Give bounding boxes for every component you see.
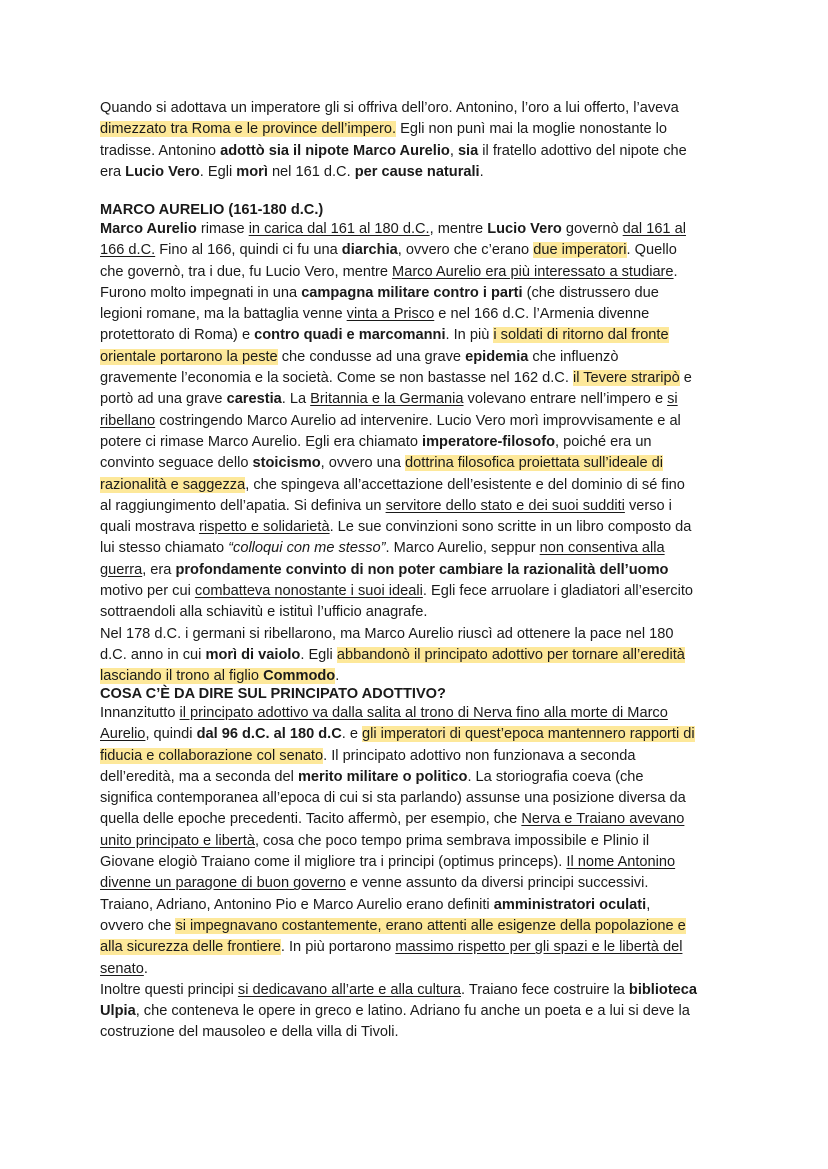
text-line <box>100 262 740 283</box>
text-line <box>100 325 740 346</box>
text-line <box>100 475 740 496</box>
bold-text: merito militare o politico <box>297 768 468 785</box>
text-segment: sottraendoli alla schiavitù e istituì l’ufficio anagrafe. <box>100 604 428 621</box>
text-line <box>100 809 740 830</box>
text-line <box>100 411 740 432</box>
text-line <box>100 98 740 119</box>
underlined-text: si dedicavano all’arte e alla cultura <box>237 981 461 998</box>
highlighted-text: gli imperatori di quest’epoca mantennero rapporti di <box>362 726 695 743</box>
text-segment: costringendo Marco Aurelio ad intervenire. Lucio Vero morì improvvisamente e al <box>155 412 681 429</box>
text-segment: ovvero che <box>100 917 176 934</box>
text-line <box>100 746 740 767</box>
text-line <box>100 538 740 559</box>
text-segment: . In più <box>445 327 494 344</box>
text-segment: . In più portarono <box>280 939 396 956</box>
text-segment: e <box>679 370 692 387</box>
text-segment: , <box>449 142 458 159</box>
text-segment: quali mostrava <box>100 519 199 536</box>
text-segment: Inoltre questi principi <box>100 981 238 998</box>
text-segment: dell’eredità, ma a seconda del <box>100 768 298 785</box>
text-line <box>100 602 740 623</box>
text-segment: . <box>673 263 678 280</box>
highlighted-text: due imperatori <box>533 242 627 259</box>
marco-aurelio-paragraph <box>100 219 740 688</box>
underlined-text: massimo rispetto per gli spazi e le libertà del <box>395 939 683 956</box>
bold-text: per cause naturali <box>354 163 480 180</box>
text-line <box>100 703 740 724</box>
text-segment: Fino al 166, quindi ci fu una <box>155 242 342 259</box>
underlined-text: dal 161 al <box>622 221 686 237</box>
text-segment: Furono molto impegnati in una <box>100 284 302 301</box>
highlighted-text: i soldati di ritorno dal fronte <box>493 327 669 344</box>
bold-text: carestia <box>226 391 282 408</box>
text-segment: . Quello <box>626 242 677 259</box>
text-segment: legioni romane, ma la battaglia venne <box>100 306 347 323</box>
text-segment: convinto seguace dello <box>100 455 253 472</box>
bold-text: profondamente convinto di non poter cambiare la razionalità dell’uomo <box>175 561 669 578</box>
text-segment: . <box>479 163 484 180</box>
text-segment: rimase <box>196 221 249 237</box>
principato-paragraph <box>100 703 740 1044</box>
underlined-text: unito principato e libertà <box>100 832 255 849</box>
highlighted-text: orientale portarono la peste <box>100 348 278 365</box>
text-segment: . Egli <box>300 646 337 663</box>
text-line <box>100 119 740 140</box>
text-line <box>100 560 740 581</box>
bold-text: Lucio Vero <box>487 221 562 237</box>
text-line <box>100 368 740 389</box>
text-segment: tradisse. Antonino <box>100 142 221 159</box>
underlined-text: Britannia e la Germania <box>310 391 464 408</box>
text-segment: e venne assunto da diversi principi successivi. <box>345 875 649 892</box>
bold-text: stoicismo <box>252 455 321 472</box>
text-segment: , <box>646 896 651 913</box>
section-heading-marco-aurelio: MARCO AURELIO (161-180 d.C.) <box>100 202 324 218</box>
text-segment: (che distrussero due <box>522 284 659 301</box>
text-segment: . Le sue convinzioni sono scritte in un libro composto da <box>329 519 692 536</box>
text-segment: volevano entrare nell’impero e <box>463 391 668 408</box>
text-segment: , che conteneva le opere in greco e latino. Adriano fu anche un poeta e a lui si deve la <box>135 1003 690 1020</box>
bold-text: morì di vaiolo <box>205 646 301 663</box>
text-segment: Nel 178 d.C. i germani si ribellarono, ma Marco Aurelio riuscì ad ottenere la pace nel 180 <box>100 625 674 642</box>
text-line <box>100 240 740 261</box>
underlined-text: Il nome Antonino <box>566 854 676 871</box>
text-segment: Egli non punì mai la moglie nonostante lo <box>396 121 668 138</box>
bold-text: biblioteca <box>628 981 698 998</box>
text-segment: che condusse ad una grave <box>277 348 466 365</box>
highlighted-text: fiducia e collaborazione col senato <box>100 747 324 764</box>
text-line <box>100 852 740 873</box>
underlined-text: il principato adottivo va dalla salita al trono di Nerva fino alla morte di Marco <box>179 705 668 721</box>
text-line <box>100 283 740 304</box>
text-segment: Quando si adottava un imperatore gli si offriva dell’oro. Antonino, l’oro a lui offerto, l’aveva <box>100 100 679 116</box>
text-segment: , cosa che poco tempo prima sembrava impossibile e Plinio il <box>254 832 650 849</box>
text-segment: motivo per cui <box>100 583 195 600</box>
text-segment: gravemente l’economia e la società. Come se non bastasse nel 162 d.C. <box>100 370 573 387</box>
text-segment: era <box>100 163 126 180</box>
highlighted-text: Commodo <box>263 668 336 685</box>
underlined-text: rispetto e solidarietà <box>198 519 330 536</box>
text-segment: , era <box>142 561 176 578</box>
text-line <box>100 581 740 602</box>
text-segment: , poiché era un <box>555 433 652 450</box>
text-line <box>100 1022 740 1043</box>
underlined-text: Marco Aurelio era più interessato a studiare <box>392 263 674 280</box>
intro-paragraph <box>100 98 740 183</box>
text-segment: che governò, tra i due, fu Lucio Vero, mentre <box>100 263 393 280</box>
text-line <box>100 937 740 958</box>
bold-text: dal 96 d.C. al 180 d.C <box>196 726 342 743</box>
text-line <box>100 1001 740 1022</box>
text-line <box>100 496 740 517</box>
bold-text: imperatore-filosofo <box>422 433 555 450</box>
text-segment: , ovvero una <box>320 455 406 472</box>
text-line <box>100 304 740 325</box>
text-line <box>100 432 740 453</box>
text-segment: , ovvero che c’erano <box>397 242 534 259</box>
text-line <box>100 788 740 809</box>
text-line <box>100 831 740 852</box>
underlined-text: in carica dal 161 al 180 d.C. <box>248 221 430 237</box>
text-segment: il fratello adottivo del nipote che <box>478 142 687 159</box>
text-segment: governò <box>561 221 623 237</box>
text-segment: , mentre <box>429 221 488 237</box>
bold-text: Ulpia <box>100 1003 136 1020</box>
text-segment: . La <box>281 391 311 408</box>
bold-text: morì <box>236 163 268 180</box>
underlined-text: servitore dello stato e dei suoi sudditi <box>385 497 625 514</box>
highlighted-text: il Tevere straripò <box>572 370 680 387</box>
text-segment: d.C. anno in cui <box>100 646 206 663</box>
highlighted-text: abbandonò il principato adottivo per tornare all’eredità <box>336 646 685 663</box>
text-line <box>100 453 740 474</box>
text-line <box>100 645 740 666</box>
text-line <box>100 959 740 980</box>
underlined-text: vinta a Prisco <box>346 306 435 323</box>
bold-text: Lucio Vero <box>125 163 200 180</box>
section-heading-principato: COSA C’È DA DIRE SUL PRINCIPATO ADOTTIVO? <box>100 686 446 702</box>
text-line <box>100 666 740 687</box>
underlined-text: ribellano <box>100 412 156 429</box>
highlighted-text: alla sicurezza delle frontiere <box>100 939 281 956</box>
text-line <box>100 767 740 788</box>
text-segment: . Il principato adottivo non funzionava a seconda <box>323 747 636 764</box>
text-segment: Innanzitutto <box>100 705 180 721</box>
text-segment: . Marco Aurelio, seppur <box>385 540 540 557</box>
text-segment: Traiano, Adriano, Antonino Pio e Marco Aurelio erano definiti <box>100 896 494 913</box>
text-segment: . <box>143 960 148 977</box>
text-segment: quella delle epoche precedenti. Tacito affermò, per esempio, che <box>100 811 522 828</box>
bold-text: amministratori oculati <box>493 896 647 913</box>
text-line <box>100 162 740 183</box>
highlighted-text: lasciando il trono al figlio <box>100 668 264 685</box>
text-line <box>100 916 740 937</box>
bold-text: sia <box>457 142 479 159</box>
text-segment: nel 161 d.C. <box>267 163 355 180</box>
text-line <box>100 517 740 538</box>
text-line <box>100 724 740 745</box>
text-segment: portò ad una grave <box>100 391 227 408</box>
text-line <box>100 895 740 916</box>
underlined-text: Aurelio <box>100 726 146 743</box>
text-line <box>100 219 740 240</box>
text-segment: . La storiografia coeva (che <box>467 768 644 785</box>
text-segment: verso i <box>624 497 672 514</box>
underlined-text: senato <box>100 960 144 977</box>
underlined-text: 166 d.C. <box>100 242 156 259</box>
text-segment: lui stesso chiamato <box>100 540 229 557</box>
highlighted-text: razionalità e saggezza <box>100 476 246 493</box>
text-line <box>100 980 740 1001</box>
text-segment: significa contemporanea all’epoca di cui si sta parlando) assunse una posizione diversa da <box>100 790 686 807</box>
bold-text: epidemia <box>465 348 529 365</box>
text-segment: . Egli fece arruolare i gladiatori all’esercito <box>422 583 694 600</box>
text-line <box>100 873 740 894</box>
text-segment: che influenzò <box>528 348 619 365</box>
underlined-text: non consentiva alla <box>539 540 665 557</box>
underlined-text: combatteva nonostante i suoi ideali <box>194 583 423 600</box>
text-segment: , che spingeva all’accettazione dell’esistente e del dominio di sé fino <box>245 476 685 493</box>
bold-text: contro quadi e marcomanni <box>254 327 446 344</box>
text-line <box>100 141 740 162</box>
bold-text: adottò sia il nipote Marco Aurelio <box>220 142 450 159</box>
text-segment: , quindi <box>145 726 197 743</box>
text-segment: . <box>335 668 340 685</box>
text-segment: potere ci rimase Marco Aurelio. Egli era chiamato <box>100 433 423 450</box>
text-segment: e nel 166 d.C. l’Armenia divenne <box>434 306 650 323</box>
text-segment: costruzione del mausoleo e della villa di Tivoli. <box>100 1024 399 1041</box>
highlighted-text: dottrina filosofica proiettata sull’ideale di <box>405 455 664 472</box>
text-segment: al raggiungimento dell’apatia. Si definiva un <box>100 497 386 514</box>
bold-text: diarchia <box>341 242 398 259</box>
underlined-text: divenne un paragone di buon governo <box>100 875 346 892</box>
highlighted-text: si impegnavano costantemente, erano attenti alle esigenze della popolazione e <box>175 917 686 934</box>
underlined-text: si <box>667 391 678 408</box>
text-line <box>100 389 740 410</box>
text-segment: . Egli <box>199 163 237 180</box>
underlined-text: Nerva e Traiano avevano <box>521 811 685 828</box>
text-line <box>100 624 740 645</box>
text-segment: Giovane elogiò Traiano come il migliore tra i principi (optimus princeps). <box>100 854 567 871</box>
text-segment: “colloqui con me stesso” <box>228 540 386 557</box>
text-segment: protettorato di Roma) e <box>100 327 255 344</box>
text-segment: . Traiano fece costruire la <box>461 981 629 998</box>
highlighted-text: dimezzato tra Roma e le province dell’impero. <box>100 121 397 138</box>
bold-text: Marco Aurelio <box>100 221 197 237</box>
underlined-text: guerra <box>100 561 143 578</box>
bold-text: campagna militare contro i parti <box>301 284 523 301</box>
text-segment: . e <box>341 726 363 743</box>
text-line <box>100 347 740 368</box>
